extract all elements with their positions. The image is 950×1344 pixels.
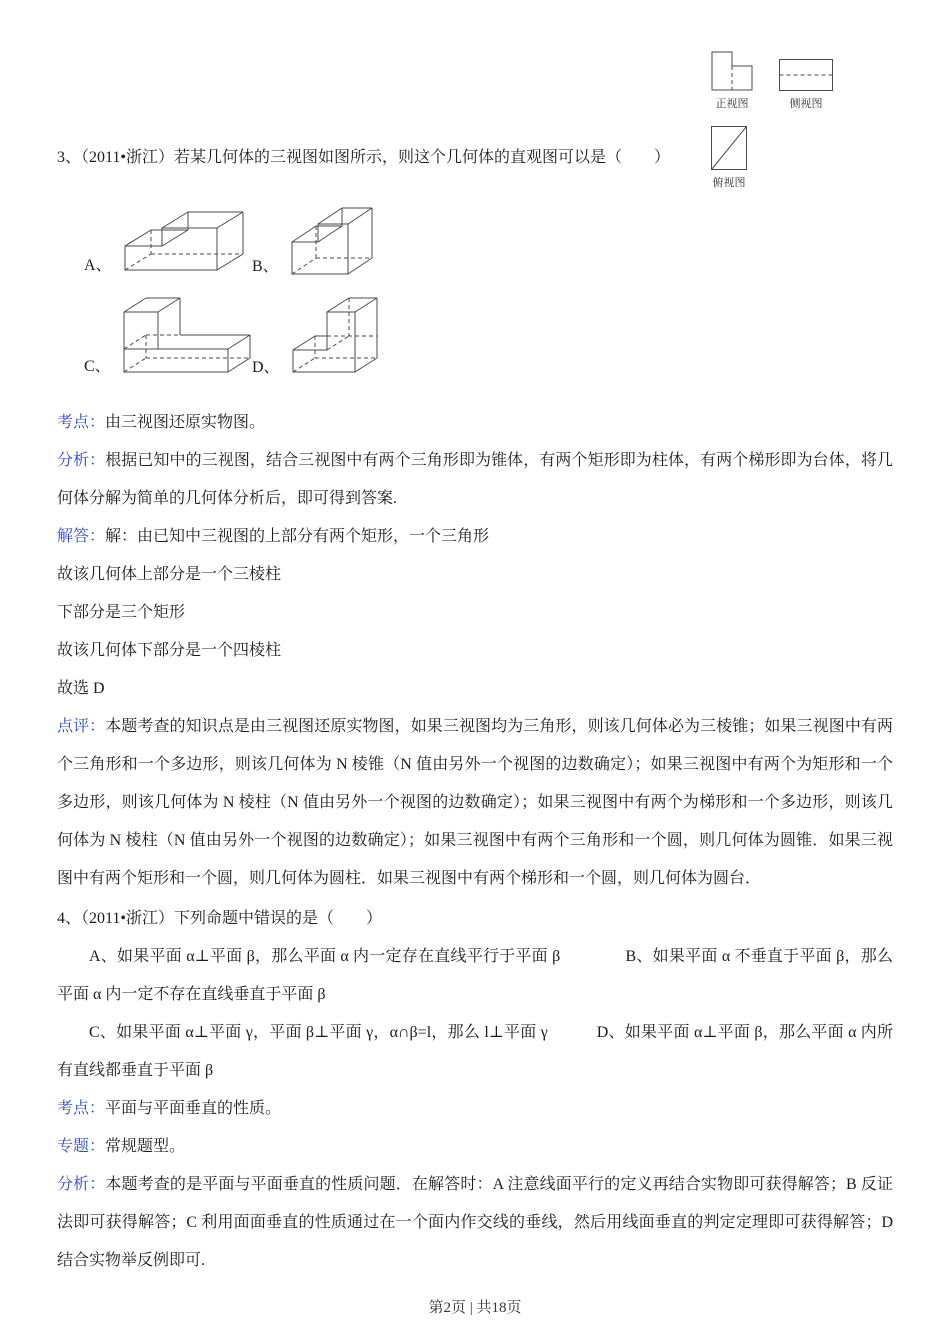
hidden-edges xyxy=(293,298,377,372)
exam-point-text: 由三视图还原实物图。 xyxy=(105,414,266,431)
question4 xyxy=(57,900,893,1280)
topic-label: 专题： xyxy=(57,1138,106,1155)
front-view-label: 正视图 xyxy=(715,98,749,110)
analysis-line xyxy=(57,1166,893,1280)
comment-label: 点评： xyxy=(57,718,106,735)
option-b-label: B、 xyxy=(252,258,279,275)
question3-option-c xyxy=(84,294,256,379)
visible-edges xyxy=(293,298,377,372)
topic-line xyxy=(57,1128,893,1166)
analysis-line xyxy=(57,442,893,518)
answer-label: 解答： xyxy=(57,528,106,545)
side-view-label: 侧视图 xyxy=(789,98,823,110)
side-view xyxy=(778,58,834,111)
question3-stem: 3、（2011•浙江）若某几何体的三视图如图所示，则这个几何体的直观图可以是（ ） xyxy=(57,149,671,166)
exam-point-label: 考点： xyxy=(57,414,106,431)
option-b-figure xyxy=(284,194,384,279)
option-d-figure xyxy=(285,292,385,380)
question3-solution xyxy=(57,404,893,898)
option-c-figure xyxy=(116,294,256,379)
option-d-label: D、 xyxy=(252,359,280,376)
comment-line xyxy=(57,708,893,898)
option-a-figure xyxy=(117,198,257,278)
answer-line xyxy=(57,518,893,556)
hidden-edges xyxy=(124,335,250,372)
page-footer: 第2页 | 共18页 xyxy=(428,1300,522,1316)
top-view xyxy=(710,125,748,190)
hidden-edges xyxy=(125,230,243,270)
analysis-text: 本题考查的是平面与平面垂直的性质问题．在解答时：A 注意线面平行的定义再结合实物即可获得解答；B 反证法即可获得解答；C 利用面面垂直的性质通过在一个面内作交线的垂线，然后用线面垂直的判定定理即可获得解答；D 结合实物举反例即可. xyxy=(57,1176,893,1269)
side-view-drawing xyxy=(778,58,834,92)
question3-option-a xyxy=(84,198,257,278)
option-a-label: A、 xyxy=(84,257,112,274)
analysis-label: 分析： xyxy=(57,452,106,469)
answer-step: 故该几何体下部分是一个四棱柱 xyxy=(57,642,282,659)
exam-point-line xyxy=(57,1090,893,1128)
analysis-text: 根据已知中的三视图，结合三视图中有两个三角形即为锥体，有两个矩形即为柱体，有两个梯形即为台体，将几何体分解为简单的几何体分析后，即可得到答案. xyxy=(57,452,893,507)
visible-edges xyxy=(712,52,752,90)
exam-point-text: 平面与平面垂直的性质。 xyxy=(105,1100,282,1117)
question3-option-d xyxy=(252,292,385,380)
question4-options-cd: C、如果平面 α⊥平面 γ，平面 β⊥平面 γ，α∩β=l，那么 l⊥平面 γ D、如果平面 α⊥平面 β，那么平面 α 内所有直线都垂直于平面 β xyxy=(57,1024,893,1079)
topic-text: 常规题型。 xyxy=(105,1138,186,1155)
exam-point-label: 考点： xyxy=(57,1100,106,1117)
front-view-drawing xyxy=(710,50,754,92)
visible-edges xyxy=(125,212,243,270)
top-view-drawing xyxy=(710,125,748,171)
ridge-line xyxy=(712,127,747,170)
exam-point-line xyxy=(57,404,893,442)
analysis-label: 分析： xyxy=(57,1176,106,1193)
question4-stem: 4、（2011•浙江）下列命题中错误的是（ ） xyxy=(57,910,383,927)
answer-step: 故选 D xyxy=(57,680,105,697)
comment-text: 本题考查的知识点是由三视图还原实物图，如果三视图均为三角形，则该几何体必为三棱锥；如果三视图中有两个三角形和一个多边形，则该几何体为 N 棱锥（N 值由另外一个视图的边数确定）；如果三视图中有两个为矩形和一个多边形，则该几何体为 N 棱柱（N 值由另外一个视图的边数确定）；如果三视图中有两个为梯形和一个多边形，则该几何体为 N 棱柱（N 值由另外一个视图的边数确定）；如果三视图中有两个三角形和一个圆，则几何体为圆锥．如果三视图中有两个矩形和一个圆，则几何体为圆柱．如果三视图中有两个梯形和一个圆，则几何体为圆台． xyxy=(57,718,893,887)
question3-option-b xyxy=(252,194,384,279)
option-c-label: C、 xyxy=(84,358,111,375)
answer-step: 下部分是三个矩形 xyxy=(57,604,186,621)
visible-edges xyxy=(124,298,250,372)
three-views-figure xyxy=(710,50,834,190)
front-view xyxy=(710,50,754,111)
answer-step: 故该几何体上部分是一个三棱柱 xyxy=(57,566,282,583)
top-view-label: 俯视图 xyxy=(712,177,746,189)
visible-edges xyxy=(292,208,372,274)
answer-text: 解：由已知中三视图的上部分有两个矩形，一个三角形 xyxy=(105,528,490,545)
question4-options-ab: A、如果平面 α⊥平面 β，那么平面 α 内一定存在直线平行于平面 β B、如果平面 α 不垂直于平面 β，那么平面 α 内一定不存在直线垂直于平面 β xyxy=(57,948,893,1003)
